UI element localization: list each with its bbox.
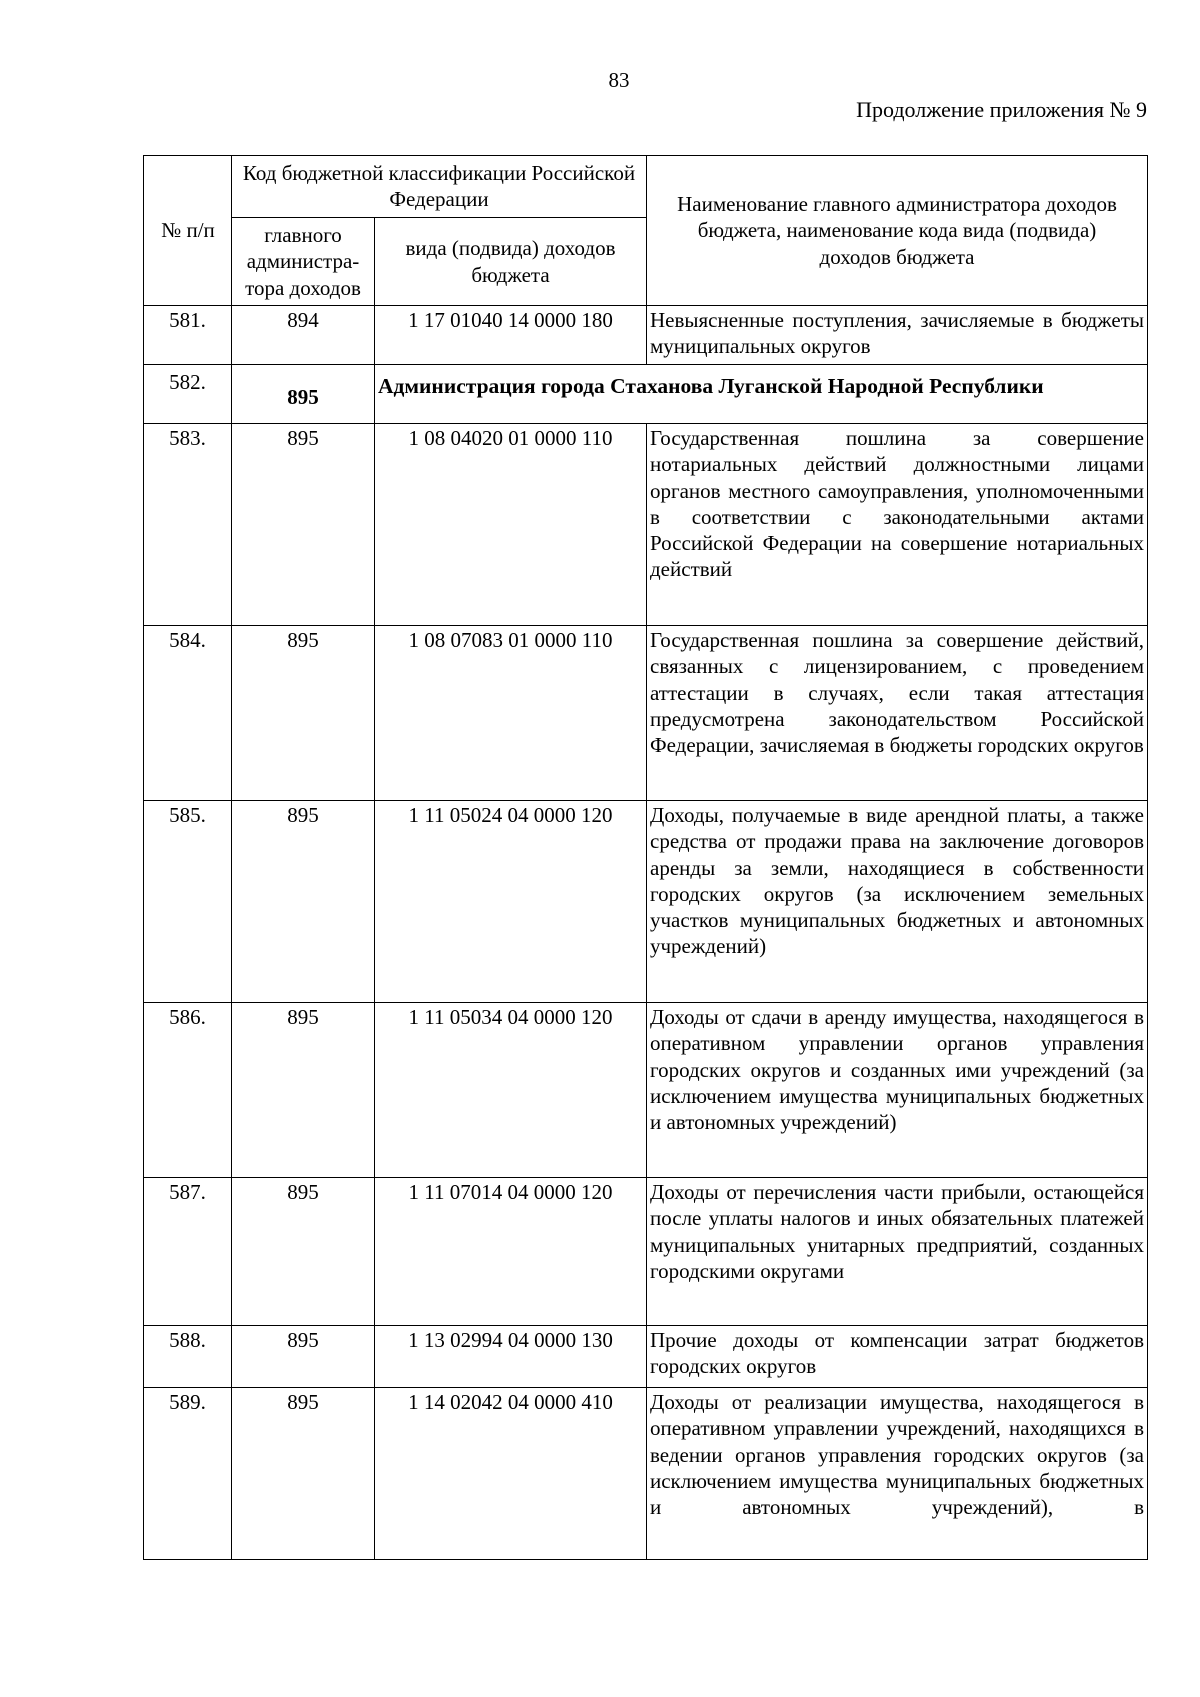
row-number: 588.	[144, 1326, 232, 1388]
row-number: 583.	[144, 424, 232, 626]
row-number: 589.	[144, 1388, 232, 1560]
row-name: Государственная пошлина за совершение действий, связанных с лицензированием, с проведением аттестации в случаях, если такая аттестация предусмотрена законодательством Российской Федерации, зачисляемая в бюджеты городских округов	[647, 626, 1148, 801]
table-row	[144, 626, 1148, 801]
table-header-row	[144, 156, 1148, 218]
row-revenue-code: 1 14 02042 04 0000 410	[375, 1388, 647, 1560]
header-revenue-type-code: вида (подвида) доходов бюджета	[375, 218, 647, 306]
table-row	[144, 1003, 1148, 1178]
row-admin-code: 895	[232, 1003, 375, 1178]
row-revenue-code: 1 08 04020 01 0000 110	[375, 424, 647, 626]
budget-revenue-table	[143, 155, 1148, 1560]
row-admin-code: 895	[232, 1326, 375, 1388]
row-administrator-name: Администрация города Стаханова Луганской Народной Республики	[375, 365, 1148, 424]
header-admin-code: главного администра-тора доходов	[232, 218, 375, 306]
row-revenue-code: 1 11 07014 04 0000 120	[375, 1178, 647, 1326]
row-admin-code: 895	[232, 801, 375, 1003]
table-row	[144, 801, 1148, 1003]
row-revenue-code: 1 11 05024 04 0000 120	[375, 801, 647, 1003]
table-row	[144, 424, 1148, 626]
row-revenue-code: 1 17 01040 14 0000 180	[375, 306, 647, 365]
header-kbk-group: Код бюджетной классификации Российской Федерации	[232, 156, 647, 218]
row-admin-code: 895	[232, 424, 375, 626]
table-row	[144, 1178, 1148, 1326]
row-number: 585.	[144, 801, 232, 1003]
row-name: Прочие доходы от компенсации затрат бюджетов городских округов	[647, 1326, 1148, 1388]
row-revenue-code: 1 13 02994 04 0000 130	[375, 1326, 647, 1388]
table-row	[144, 306, 1148, 365]
row-revenue-code: 1 08 07083 01 0000 110	[375, 626, 647, 801]
row-revenue-code: 1 11 05034 04 0000 120	[375, 1003, 647, 1178]
row-number: 586.	[144, 1003, 232, 1178]
row-number: 581.	[144, 306, 232, 365]
row-admin-code: 894	[232, 306, 375, 365]
row-number: 587.	[144, 1178, 232, 1326]
row-admin-code: 895	[232, 1178, 375, 1326]
table-row	[144, 1326, 1148, 1388]
row-admin-code: 895	[232, 1388, 375, 1560]
header-name: Наименование главного администратора доходов бюджета, наименование кода вида (подвида) доходов бюджета	[647, 156, 1148, 306]
row-name: Доходы от перечисления части прибыли, остающейся после уплаты налогов и иных обязательных платежей муниципальных унитарных предприятий, созданных городскими округами	[647, 1178, 1148, 1326]
row-admin-code: 895	[232, 626, 375, 801]
table-row	[144, 1388, 1148, 1560]
table-row-administrator	[144, 365, 1148, 424]
row-name: Доходы от реализации имущества, находящегося в оперативном управлении учреждений, находящихся в ведении органов управления городских округов (за исключением имущества муниципальных бюджетных и автономных учреждений), в	[647, 1388, 1148, 1560]
row-name: Доходы, получаемые в виде арендной платы, а также средства от продажи права на заключение договоров аренды за земли, находящиеся в собственности городских округов (за исключением земельных участков муниципальных бюджетных и автономных учреждений)	[647, 801, 1148, 1003]
row-name: Невыясненные поступления, зачисляемые в бюджеты муниципальных округов	[647, 306, 1148, 365]
header-number: № п/п	[144, 156, 232, 306]
row-number: 582.	[144, 365, 232, 424]
row-name: Доходы от сдачи в аренду имущества, находящегося в оперативном управлении органов управления городских округов и созданных ими учреждений (за исключением имущества муниципальных бюджетных и автономных учреждений)	[647, 1003, 1148, 1178]
page-number: 83	[608, 68, 630, 92]
row-name: Государственная пошлина за совершение нотариальных действий должностными лицами органов местного самоуправления, уполномоченными в соответствии с законодательными актами Российской Федерации на совершение нотариальных действий	[647, 424, 1148, 626]
appendix-continuation-label: Продолжение приложения № 9	[856, 97, 1147, 122]
row-admin-code: 895	[232, 365, 375, 424]
row-number: 584.	[144, 626, 232, 801]
